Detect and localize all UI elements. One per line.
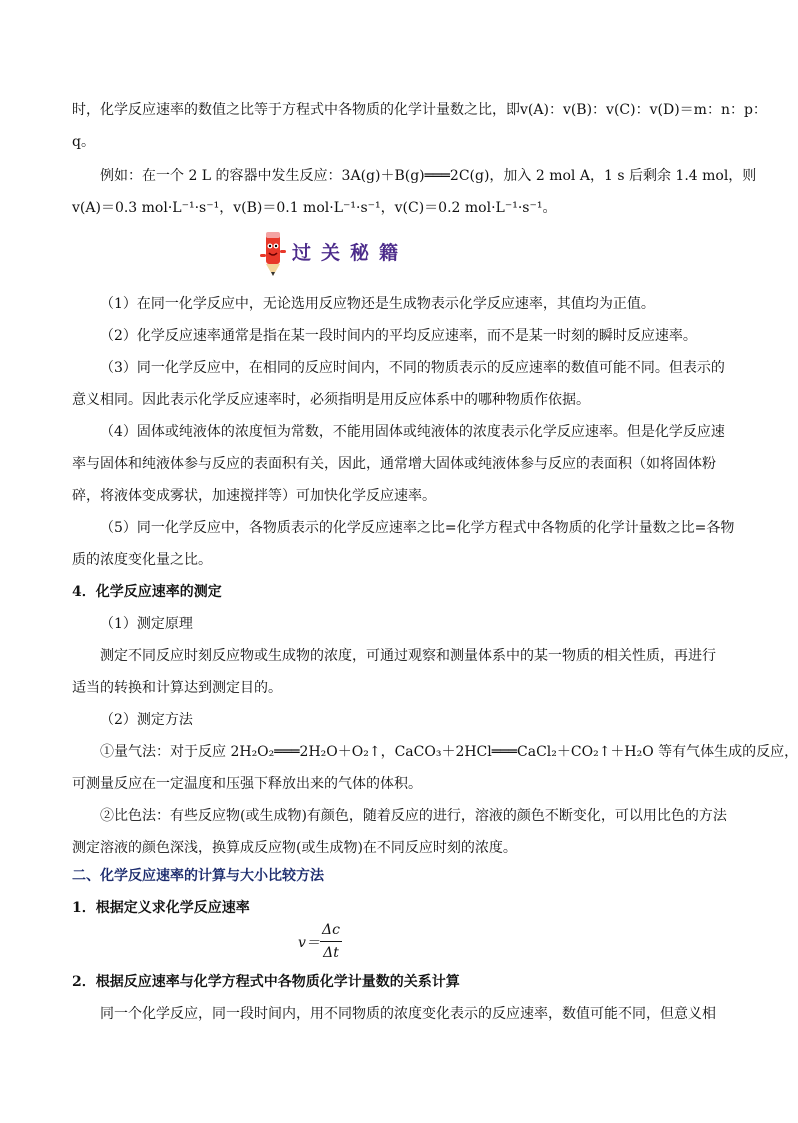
heading-2: 2．根据反应速率与化学方程式中各物质化学计量数的关系计算 (72, 974, 460, 990)
tip-1: （1）在同一化学反应中，无论选用反应物还是生成物表示化学反应速率，其值均为正值。 (100, 296, 655, 312)
method-color-cont: 测定溶液的颜色深浅，换算成反应物(或生成物)在不同反应时刻的浓度。 (72, 840, 517, 856)
formula-fraction (320, 920, 342, 963)
tip-3: （3）同一化学反应中，在相同的反应时间内，不同的物质表示的反应速率的数值可能不同。但表示的 (100, 360, 725, 376)
tip-2: （2）化学反应速率通常是指在某一段时间内的平均反应速率，而不是某一时刻的瞬时反应速率。 (100, 328, 697, 344)
example-line: 例如：在一个 2 L 的容器中发生反应：3A(g)＋B(g)═══2C(g)，加入 2 mol A，1 s 后剩余 1.4 mol，则 (100, 168, 757, 184)
subheading-method: （2）测定方法 (100, 712, 193, 728)
pencil-mascot-icon (258, 228, 288, 278)
rate-formula (298, 920, 358, 964)
tip-4-cont: 碎，将液体变成雾状，加速搅拌等）可加快化学反应速率。 (72, 488, 436, 504)
formula-numerator: Δc (322, 922, 340, 938)
principle-text: 测定不同反应时刻反应物或生成物的浓度，可通过观察和测量体系中的某一物质的相关性质，再进行 (100, 648, 716, 664)
section-2-heading: 二、化学反应速率的计算与大小比较方法 (72, 868, 324, 884)
text-line: 时，化学反应速率的数值之比等于方程式中各物质的化学计量数之比，即v(A)：v(B)：v(C)：v(D)＝m：n：p： (72, 102, 767, 118)
subheading-principle: （1）测定原理 (100, 616, 193, 632)
tips-banner (258, 228, 458, 278)
method-color: ②比色法：有些反应物(或生成物)有颜色，随着反应的进行，溶液的颜色不断变化，可以用比色的方法 (100, 808, 727, 824)
formula-lhs: v＝ (298, 935, 320, 951)
tip-5: （5）同一化学反应中，各物质表示的化学反应速率之比=化学方程式中各物质的化学计量数之比=各物 (100, 520, 735, 536)
last-line: 同一个化学反应，同一段时间内，用不同物质的浓度变化表示的反应速率，数值可能不同，但意义相 (100, 1006, 716, 1022)
method-gas-cont: 可测量反应在一定温度和压强下释放出来的气体的体积。 (72, 776, 422, 792)
text-line: q。 (72, 134, 95, 150)
fraction-bar (320, 941, 342, 942)
banner-title: 过关秘籍 (292, 242, 409, 264)
tip-5-cont: 质的浓度变化量之比。 (72, 552, 212, 568)
heading-1: 1．根据定义求化学反应速率 (72, 900, 250, 916)
heading-4: 4．化学反应速率的测定 (72, 584, 222, 600)
example-line: v(A)＝0.3 mol·L⁻¹·s⁻¹，v(B)＝0.1 mol·L⁻¹·s⁻¹，v(C)＝0.2 mol·L⁻¹·s⁻¹。 (72, 200, 557, 216)
tip-4-cont: 率与固体和纯液体参与反应的表面积有关，因此，通常增大固体或纯液体参与反应的表面积（如将固体粉 (72, 456, 716, 472)
method-gas: ①量气法：对于反应 2H₂O₂═══2H₂O＋O₂↑，CaCO₃＋2HCl═══CaCl₂＋CO₂↑＋H₂O 等有气体生成的反应， (100, 744, 798, 760)
principle-text-cont: 适当的转换和计算达到测定目的。 (72, 680, 282, 696)
formula-denominator: Δt (323, 945, 339, 961)
tip-3-cont: 意义相同。因此表示化学反应速率时，必须指明是用反应体系中的哪种物质作依据。 (72, 392, 590, 408)
tip-4: （4）固体或纯液体的浓度恒为常数，不能用固体或纯液体的浓度表示化学反应速率。但是化学反应速 (100, 424, 725, 440)
